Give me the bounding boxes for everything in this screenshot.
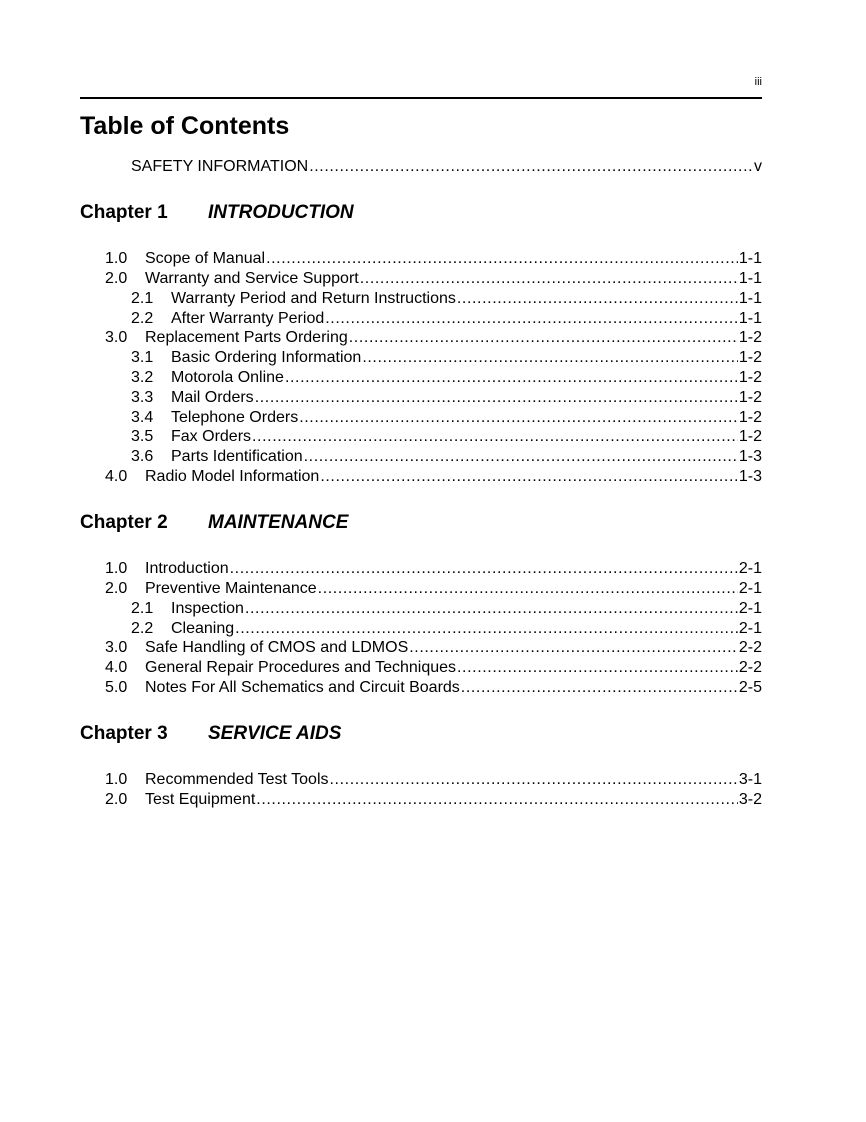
toc-entry[interactable] [105,559,762,579]
toc-entry-page: 1-1 [738,310,762,327]
toc-entry-text: SAFETY INFORMATION [131,158,309,175]
toc-entry-text: Cleaning [171,620,235,637]
toc-leader [349,328,738,348]
toc-entry-page: 1-2 [738,409,762,426]
toc-entry-text: Warranty and Service Support [145,270,359,287]
chapter-title: MAINTENANCE [208,512,349,533]
toc-entry[interactable] [131,599,762,619]
toc-leader [299,408,738,428]
toc-entry-page: 3-1 [738,771,762,788]
toc-entry-text: Parts Identification [171,448,303,465]
toc-entry-text: Test Equipment [145,791,256,808]
toc-entry-text: Replacement Parts Ordering [145,329,348,346]
toc-entry-number: 3.3 [131,389,154,406]
toc-entry-page: 2-5 [738,679,762,696]
toc-leader [409,638,738,658]
toc-entry[interactable] [105,678,762,698]
chapter-title: SERVICE AIDS [208,723,342,744]
chapter-label: Chapter 2 [80,512,168,533]
toc-entry-text: Motorola Online [171,369,284,386]
toc-entry-number: 4.0 [105,468,128,485]
toc-entry-number: 3.0 [105,329,128,346]
toc-leader [360,269,738,289]
toc-entry-text: Telephone Orders [171,409,299,426]
toc-entry-number: 3.2 [131,369,154,386]
toc-entry[interactable] [105,579,762,599]
toc-entry[interactable] [131,309,762,329]
toc-entry-text: Basic Ordering Information [171,349,362,366]
chapter-heading-1 [80,202,354,224]
toc-leader [309,157,753,177]
toc-entry-number: 1.0 [105,560,128,577]
toc-entry-page: 1-3 [738,448,762,465]
toc-entry[interactable] [105,790,762,810]
toc-leader [285,368,738,388]
toc-entry-page: 2-1 [738,620,762,637]
toc-entry-number: 2.0 [105,791,128,808]
toc-entry-text: Scope of Manual [145,250,266,267]
toc-entry[interactable] [131,348,762,368]
toc-entry-number: 2.1 [131,600,154,617]
toc-leader [266,249,738,269]
toc-leader [256,790,738,810]
toc-entry-page: v [754,158,762,175]
toc-leader [318,579,738,599]
toc-entry-page: 1-1 [738,270,762,287]
toc-entry-number: 2.0 [105,270,128,287]
toc-entry-page: 1-1 [738,290,762,307]
toc-entry-number: 3.1 [131,349,154,366]
toc-entry-page: 1-2 [738,428,762,445]
toc-entry-number: 3.6 [131,448,154,465]
toc-entry-text: Mail Orders [171,389,254,406]
toc-leader [245,599,738,619]
toc-entry-number: 5.0 [105,679,128,696]
toc-leader [320,467,738,487]
toc-entry-text: Introduction [145,560,229,577]
toc-entry[interactable] [105,328,762,348]
chapter-heading-2 [80,512,348,534]
toc-entry[interactable] [105,269,762,289]
toc-entry[interactable] [131,408,762,428]
toc-entry-text: Inspection [171,600,244,617]
toc-entry[interactable] [105,638,762,658]
toc-entry-number: 2.2 [131,620,154,637]
toc-leader [362,348,738,368]
toc-entry-number: 4.0 [105,659,128,676]
toc-entry[interactable] [105,249,762,269]
chapter-heading-3 [80,723,341,745]
toc-entry-text: Fax Orders [171,428,252,445]
toc-entry-number: 2.0 [105,580,128,597]
toc-entry-text: Radio Model Information [145,468,320,485]
toc-entry-page: 2-2 [738,639,762,656]
toc-entry-number: 2.1 [131,290,154,307]
toc-entry[interactable] [131,368,762,388]
toc-entry-text: After Warranty Period [171,310,325,327]
toc-entry[interactable] [131,388,762,408]
toc-entry-page: 1-2 [738,329,762,346]
toc-entry-page: 2-1 [738,580,762,597]
toc-leader [330,770,738,790]
toc-entry-page: 3-2 [738,791,762,808]
page-title: Table of Contents [80,112,290,140]
toc-entry-text: General Repair Procedures and Techniques [145,659,457,676]
toc-entry-page: 1-2 [738,349,762,366]
toc-entry-page: 1-2 [738,389,762,406]
toc-leader [457,658,738,678]
toc-entry-page: 2-2 [738,659,762,676]
toc-leader [252,427,738,447]
toc-entry[interactable] [131,289,762,309]
toc-leader [457,289,738,309]
toc-entry-text: Safe Handling of CMOS and LDMOS [145,639,409,656]
page-number: iii [754,76,762,88]
toc-entry-page: 1-1 [738,250,762,267]
toc-entry[interactable] [105,467,762,487]
toc-leader [235,619,738,639]
toc-leader [230,559,738,579]
chapter-title: INTRODUCTION [208,202,354,223]
header-rule [80,97,762,99]
toc-entry-text: Recommended Test Tools [145,771,329,788]
toc-entry-number: 3.0 [105,639,128,656]
toc-entry-page: 1-2 [738,369,762,386]
toc-entry-safety[interactable] [131,157,762,177]
toc-entry-page: 2-1 [738,600,762,617]
toc-entry-page: 2-1 [738,560,762,577]
toc-entry-number: 2.2 [131,310,154,327]
toc-leader [304,447,738,467]
toc-entry-text: Notes For All Schematics and Circuit Boards [145,679,460,696]
chapter-label: Chapter 1 [80,202,168,223]
toc-entry-number: 1.0 [105,250,128,267]
toc-entry-number: 3.4 [131,409,154,426]
toc-leader [325,309,738,329]
toc-entry-text: Preventive Maintenance [145,580,317,597]
toc-entry[interactable] [131,619,762,639]
toc-entry-number: 1.0 [105,771,128,788]
toc-leader [461,678,738,698]
toc-entry[interactable] [131,427,762,447]
toc-entry-number: 3.5 [131,428,154,445]
toc-entry[interactable] [105,658,762,678]
toc-entry[interactable] [131,447,762,467]
toc-leader [255,388,738,408]
toc-entry-page: 1-3 [738,468,762,485]
toc-entry-text: Warranty Period and Return Instructions [171,290,456,307]
chapter-label: Chapter 3 [80,723,168,744]
toc-entry[interactable] [105,770,762,790]
